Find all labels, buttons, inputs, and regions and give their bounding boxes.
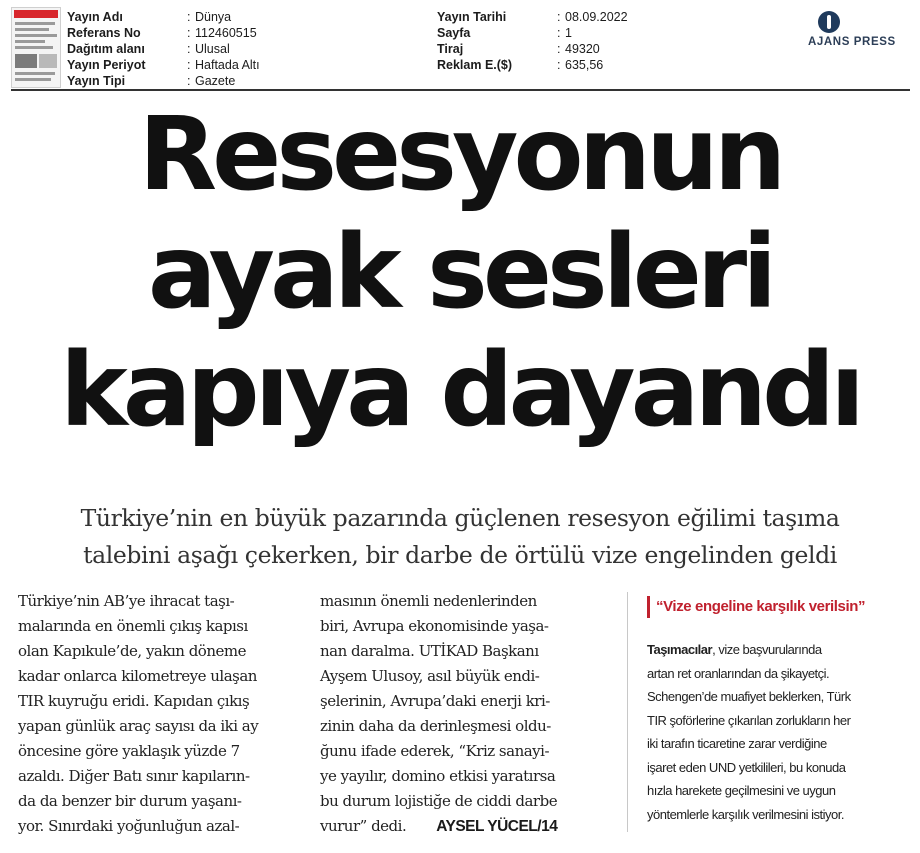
headline-line-1: Resesyonun: [138, 95, 782, 214]
body-line: olan Kapıkule’de, yakın döneme: [18, 642, 246, 660]
body-line: Ayşem Ulusoy, asıl büyük endi-: [320, 667, 540, 685]
sidebar-lead-rest: , vize başvurularında: [712, 642, 822, 657]
byline: AYSEL YÜCEL/14: [436, 818, 558, 835]
body-line: TIR kuyruğu eridi. Kapıdan çıkış: [18, 692, 250, 710]
sidebar-line: TIR şoförlerine çıkarılan zorlukların her: [647, 712, 851, 728]
meta-row-circulation: Tiraj : 49320: [437, 42, 600, 56]
sidebar-line: işaret eden UND yetkilileri, bu konuda: [647, 759, 846, 775]
meta-row-period: Yayın Periyot : Haftada Altı: [67, 58, 260, 72]
sidebar-line: iki tarafın ticaretine zarar verdiğine: [647, 736, 827, 751]
headline-line-2: ayak sesleri: [147, 213, 773, 332]
meta-row-ad-value: Reklam E.($) : 635,56: [437, 58, 604, 72]
body-line: biri, Avrupa ekonomisinde yaşa-: [320, 617, 549, 635]
body-line: öncesine göre yaklaşık yüzde 7: [18, 742, 240, 760]
body-line: bu durum lojistiğe de ciddi darbe: [320, 792, 558, 810]
sidebar-line: hızla harekete geçilmesini ve uygun: [647, 783, 836, 798]
spot-line-2: talebini aşağı çekerken, bir darbe de örtülü vize engelinden geldi: [83, 541, 837, 569]
headline-line-3: kapıya dayandı: [59, 331, 861, 450]
meta-row-date: Yayın Tarihi : 08.09.2022: [437, 10, 628, 24]
meta-row-page: Sayfa : 1: [437, 26, 572, 40]
spot-text: [0, 500, 920, 574]
meta-row-type: Yayın Tipi : Gazete: [67, 74, 236, 88]
body-column-1: [18, 589, 308, 839]
body-line: ye yayılır, domino etkisi yaratırsa: [320, 767, 556, 785]
body-line: malarında en önemli çıkış kapısı: [18, 617, 248, 635]
headline: [0, 96, 920, 450]
body-line: masının önemli nedenlerinden: [320, 592, 537, 610]
body-last-line: [320, 814, 615, 839]
header-divider: [11, 89, 910, 91]
body-line: da da benzer bir durum yaşanı-: [18, 792, 242, 810]
spot-line-1: Türkiye’nin en büyük pazarında güçlenen resesyon eğilimi taşıma: [80, 504, 840, 532]
meta-row-publication: Yayın Adı : Dünya: [67, 10, 232, 24]
ajans-press-logo: [808, 9, 920, 51]
sidebar-body: [647, 638, 912, 826]
sidebar-line: artan ret oranlarından da şikayetçi.: [647, 665, 830, 681]
sidebar-line: yöntemlerle karşılık verilmesini istiyor.: [647, 806, 844, 822]
clipping-header: [0, 0, 920, 90]
body-line: azaldı. Diğer Batı sınır kapıların-: [18, 767, 250, 785]
body-line: ğunu ifade ederek, “Kriz sanayi-: [320, 742, 550, 760]
meta-right: [437, 9, 737, 73]
sidebar-line: Schengen’de muafiyet beklerken, Türk: [647, 689, 851, 704]
meta-row-reference: Referans No : 112460515: [67, 26, 257, 40]
body-line: zinin daha da derinleşmesi oldu-: [320, 717, 551, 735]
meta-left: [67, 9, 397, 89]
newspaper-thumbnail[interactable]: [11, 7, 61, 88]
body-line: Türkiye’nin AB’ye ihracat taşı-: [18, 592, 235, 610]
body-line: yor. Sınırdaki yoğunluğun azal-: [18, 817, 240, 835]
logo-text: AJANS PRESS: [808, 36, 896, 48]
body-last-text: vurur” dedi.: [320, 817, 407, 835]
body-line: kadar onlarca kilometreye ulaşan: [18, 667, 257, 685]
body-column-2: [320, 589, 615, 839]
body-line: şelerinin, Avrupa’daki enerji kri-: [320, 692, 550, 710]
sidebar-lead-line: [647, 638, 912, 662]
sidebar-title: “Vize engeline karşılık verilsin”: [647, 596, 918, 618]
logo-mark-icon: [818, 11, 840, 33]
body-line: yapan günlük araç sayısı da iki ay: [18, 717, 259, 735]
body-line: nan daralma. UTİKAD Başkanı: [320, 642, 539, 660]
meta-row-distribution: Dağıtım alanı : Ulusal: [67, 42, 230, 56]
sidebar-lead-bold: Taşımacılar: [647, 642, 713, 657]
column-divider: [627, 592, 628, 832]
